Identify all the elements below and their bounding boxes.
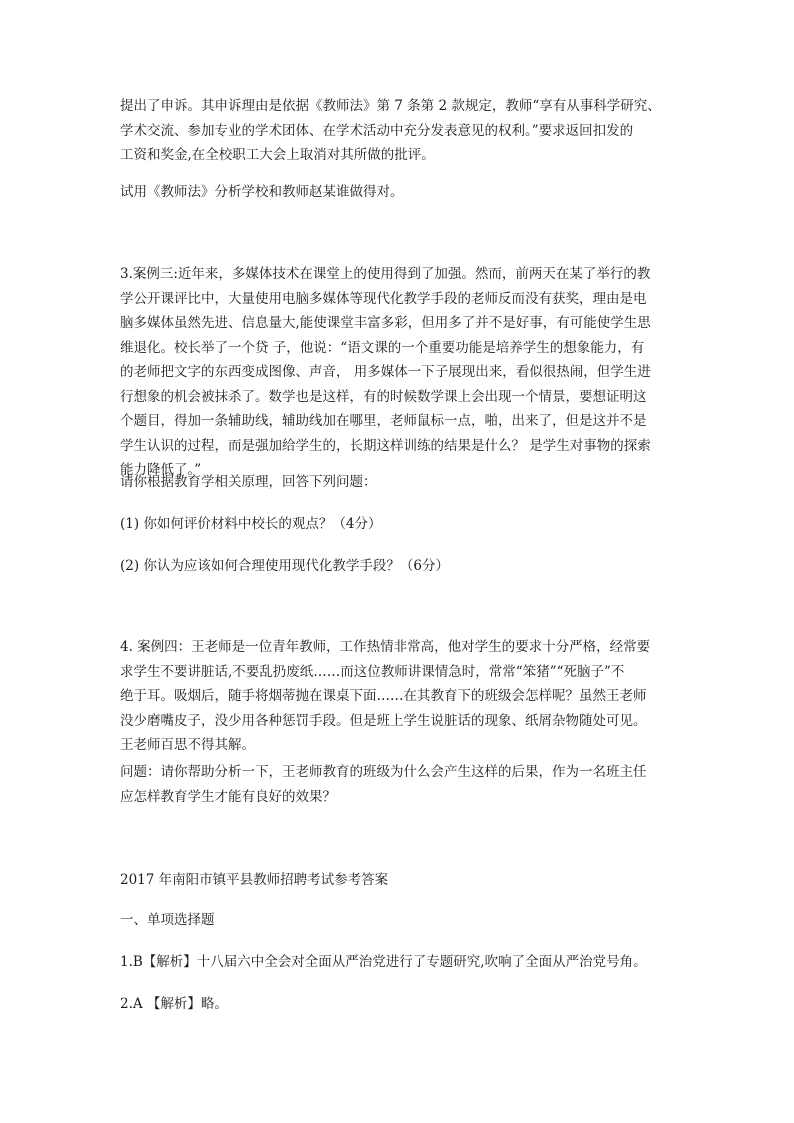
case2-question-paragraph <box>120 180 680 205</box>
text-line: 1.B【解析】十八届六中全会对全面从严治党进行了专题研究,吹响了全面从严治党号角。 <box>120 954 647 970</box>
text-line: 维退化。校长举了一个贷 子，他说：“语文课的一个重要功能是培养学生的想象能力，有 <box>120 339 645 356</box>
text-line: 问题：请你帮助分析一下，王老师教育的班级为什么会产生这样的后果，作为一名班主任 <box>120 764 647 780</box>
text-line: 能力降低了。” <box>120 462 202 478</box>
answers-title <box>120 868 680 893</box>
case4-question-paragraph <box>120 760 680 809</box>
case4-body-paragraph <box>120 635 680 758</box>
text-line: 王老师百思不得其解。 <box>120 737 255 753</box>
text-line: 请你根据教育学相关原理，回答下列问题： <box>120 474 377 490</box>
text-line: 一、单项选择题 <box>120 912 215 928</box>
text-line: 脑多媒体虽然先进、信息量大,能使课堂丰富多彩，但用多了并不是好事，有可能使学生思 <box>120 315 651 331</box>
text-line: 求学生不要讲脏话,不要乱扔废纸……而这位教师讲课情急时，常常“笨猪”“死脑子”不 <box>120 663 625 680</box>
text-line: (1) 你如何评价材料中校长的观点？（4分） <box>120 516 382 532</box>
case3-prompt-paragraph <box>120 470 680 495</box>
text-line: 个题目，得加一条辅助线，辅助线加在哪里，老师鼠标一点，啪，出来了，但是这并不是 <box>120 413 647 429</box>
text-line: (2) 你认为应该如何合理使用现代化教学手段？（6分） <box>120 558 450 574</box>
answer-2 <box>120 992 680 1017</box>
section-one-heading <box>120 908 680 933</box>
text-line: 3.案例三:近年来，多媒体技术在课堂上的使用得到了加强。然而，前两天在某了举行的教 <box>120 266 651 282</box>
text-line: 4. 案例四：王老师是一位青年教师，工作热情非常高，他对学生的要求十分严格，经常要 <box>120 639 651 655</box>
text-line: 没少磨嘴皮子，没少用各种惩罚手段。但是班上学生说脏话的现象、纸屑杂物随处可见。 <box>120 712 647 729</box>
text-line: 学生认识的过程，而是强加给学生的，长期这样训练的结果是什么？ 是学生对事物的探索 <box>120 437 651 454</box>
text-line: 学公开课评比中，大量使用电脑多媒体等现代化教学手段的老师反而没有获奖，理由是电 <box>120 290 647 307</box>
text-line: 2.A 【解析】略。 <box>120 996 228 1012</box>
case3-body-paragraph <box>120 262 680 483</box>
text-line: 2017 年南阳市镇平县教师招聘考试参考答案 <box>120 872 389 888</box>
answer-1 <box>120 950 680 975</box>
text-line: 行想象的机会被抹杀了。数学也是这样，有的时候数学课上会出现一个情景，要想证明这 <box>120 388 647 405</box>
text-line: 提出了申诉。其申诉理由是依据《教师法》第 7 条第 2 款规定，教师“享有从事科学研究、 <box>120 98 661 114</box>
text-line: 学术交流、参加专业的学术团体、在学术活动中充分发表意见的权利。”要求返回扣发的 <box>120 122 634 139</box>
text-line: 的老师把文字的东西变成图像、声音， 用多媒体一下子展现出来，看似很热闹，但学生进 <box>120 364 651 380</box>
text-line: 工资和奖金,在全校职工大会上取消对其所做的批评。 <box>120 147 435 163</box>
case3-question-2 <box>120 554 680 579</box>
case2-appeal-paragraph <box>120 94 680 168</box>
text-line: 应怎样教育学生才能有良好的效果？ <box>120 788 336 805</box>
case3-question-1 <box>120 512 680 537</box>
text-line: 试用《教师法》分析学校和教师赵某谁做得对。 <box>120 184 404 200</box>
text-line: 绝于耳。吸烟后，随手将烟蒂抛在课桌下面……在其教育下的班级会怎样呢？虽然王老师 <box>120 688 647 704</box>
